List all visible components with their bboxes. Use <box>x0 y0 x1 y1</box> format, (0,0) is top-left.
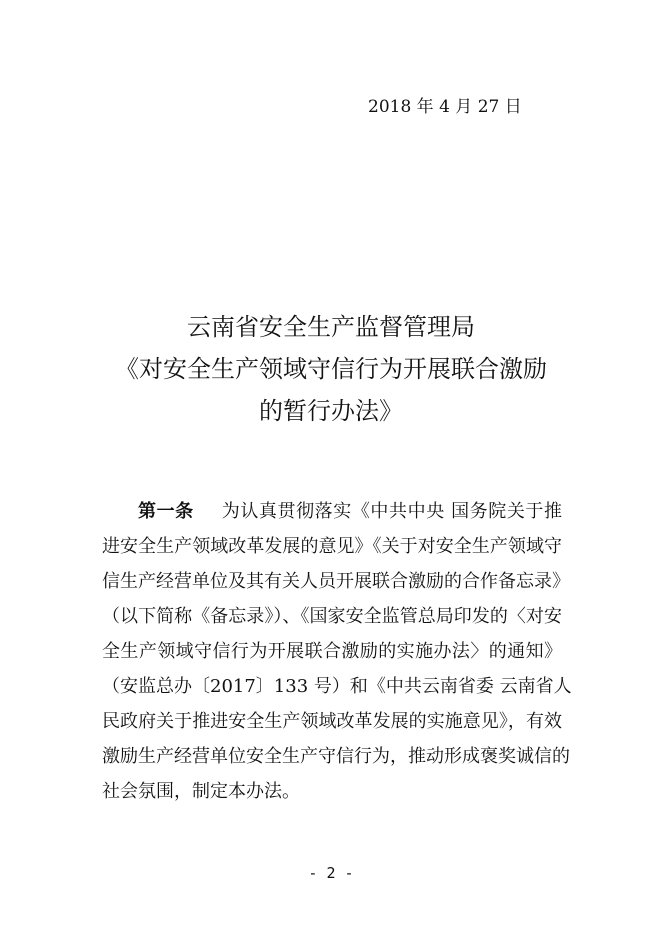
page-number: - 2 - <box>308 864 354 882</box>
article-line-9: 社会氛围，制定本办法。 <box>102 781 300 802</box>
article-line-5: 全生产领域守信行为开展联合激励的实施办法〉的通知》 <box>102 641 562 662</box>
document-date: 2018 年 4 月 27 日 <box>368 97 522 117</box>
article-line-2: 进安全生产领域改革发展的意见》《关于对安全生产领域守 <box>102 536 562 557</box>
title-line-3: 的暂行办法》 <box>259 397 403 425</box>
article-text-1: 为认真贯彻落实《中共中央 国务院关于推 <box>221 501 562 522</box>
article-line-4: （以下简称《备忘录》）、《国家安全监管总局印发的〈对安 <box>102 606 562 627</box>
article-line-1 <box>102 494 562 529</box>
title-line-2: 《对安全生产领域守信行为开展联合激励 <box>115 355 547 383</box>
article-line-6: （安监总办〔2017〕133 号）和《中共云南省委 云南省人 <box>102 676 572 697</box>
title-line-1: 云南省安全生产监督管理局 <box>187 313 475 341</box>
article-line-7: 民政府关于推进安全生产领域改革发展的实施意见》，有效 <box>102 711 562 732</box>
article-line-8: 激励生产经营单位安全生产守信行为，推动形成褒奖诚信的 <box>102 746 570 767</box>
article-body <box>102 494 572 809</box>
document-title <box>0 306 662 432</box>
article-line-3: 信生产经营单位及其有关人员开展联合激励的合作备忘录》 <box>102 571 570 592</box>
article-number: 第一条 <box>138 501 194 522</box>
